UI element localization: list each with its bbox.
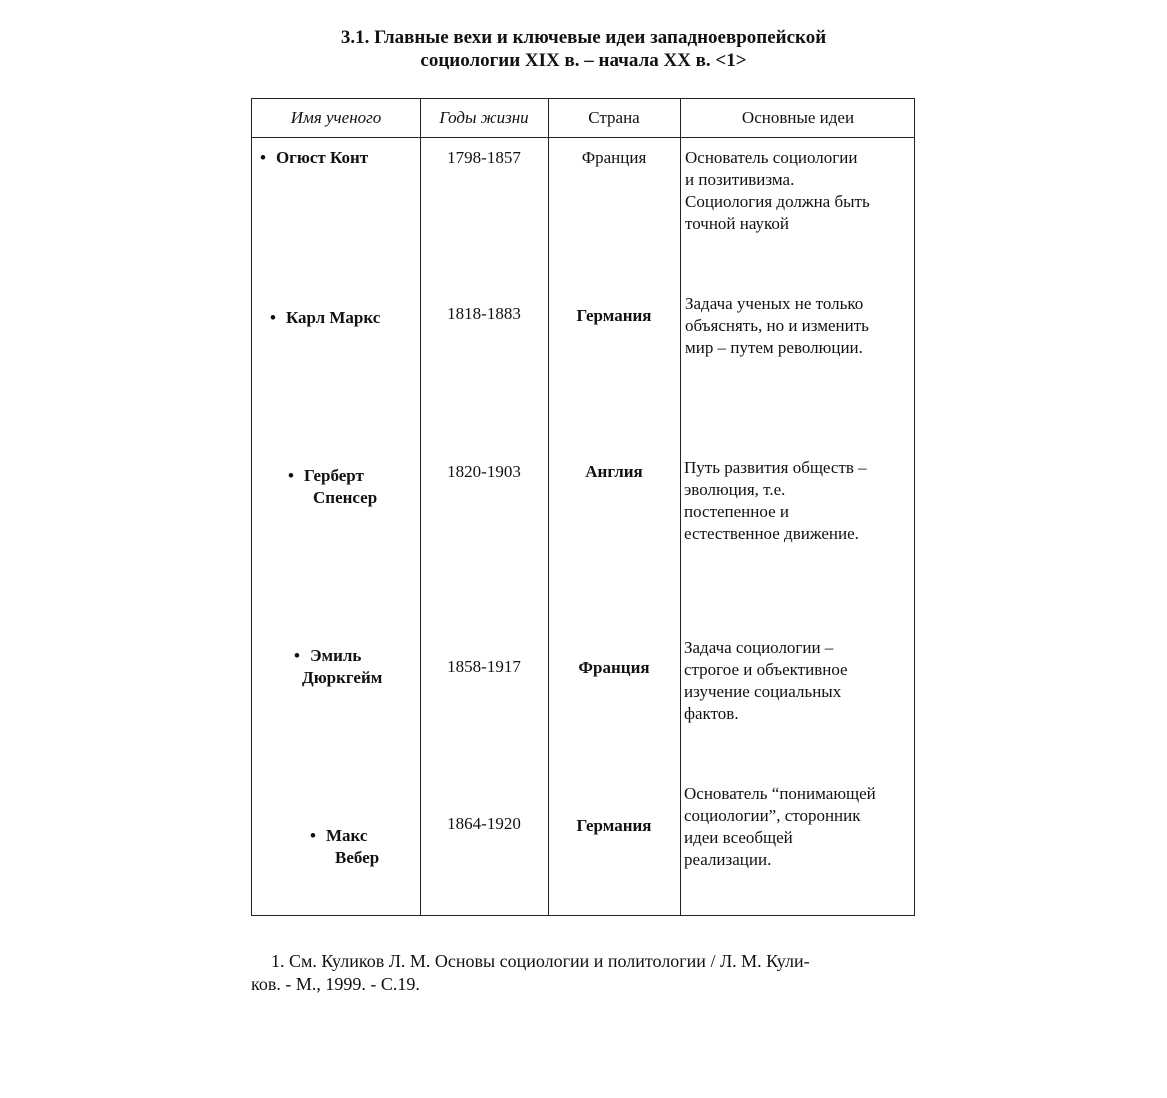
table-row-country: Франция: [581, 148, 647, 167]
table-row-name: • Макс Вебер: [310, 826, 380, 867]
bullet: •: [294, 646, 300, 665]
scholars-table: [251, 98, 915, 916]
footnote: [251, 950, 915, 996]
column-divider: [680, 99, 681, 915]
footnote-line-2: ков. - М., 1999. - С.19.: [251, 974, 420, 994]
table-row-name: • Огюст Конт: [260, 148, 369, 167]
table-row-years: 1864-1920: [447, 814, 521, 833]
table-row-country: Германия: [576, 816, 652, 835]
table-row-years: 1818-1883: [447, 304, 521, 323]
table-row-years: 1858-1917: [447, 657, 521, 676]
table-row-years: 1798-1857: [447, 148, 521, 167]
column-divider: [548, 99, 549, 915]
table-row-ideas: Задача социологии – строгое и объективное изучение социальных фактов.: [684, 638, 848, 723]
bullet: •: [270, 308, 276, 327]
table-row-ideas: Основатель “понимающей социологии”, сторонник идеи всеобщей реализации.: [684, 784, 876, 869]
document-title: [0, 26, 1167, 72]
table-row-ideas: Основатель социологии и позитивизма. Социология должна быть точной наукой: [685, 148, 870, 233]
table-row-country: Франция: [578, 658, 650, 677]
table-row-years: 1820-1903: [447, 462, 521, 481]
title-line-2: социологии XIX в. – начала XX в. <1>: [420, 50, 747, 71]
table-row-country: Германия: [576, 306, 652, 325]
column-divider: [420, 99, 421, 915]
header-divider: [252, 137, 914, 138]
bullet: •: [310, 826, 316, 845]
bullet: •: [260, 148, 266, 167]
table-row-name: • Герберт Спенсер: [288, 466, 378, 507]
table-row-ideas: Задача ученых не только объяснять, но и изменить мир – путем революции.: [685, 294, 869, 357]
header-name: Имя ученого: [290, 108, 382, 127]
table-row-country: Англия: [585, 462, 643, 481]
footnote-line-1: 1. См. Куликов Л. М. Основы социологии и политологии / Л. М. Кули-: [271, 951, 810, 971]
title-line-1: 3.1. Главные вехи и ключевые идеи западноевропейской: [340, 27, 827, 48]
table-row-name: • Эмиль Дюркгейм: [294, 646, 383, 687]
bullet: •: [288, 466, 294, 485]
header-years: Годы жизни: [439, 108, 529, 127]
header-ideas: Основные идеи: [741, 108, 855, 127]
table-row-ideas: Путь развития обществ – эволюция, т.е. постепенное и естественное движение.: [684, 458, 867, 543]
header-country: Страна: [588, 108, 640, 127]
table-row-name: • Карл Маркс: [270, 308, 381, 327]
